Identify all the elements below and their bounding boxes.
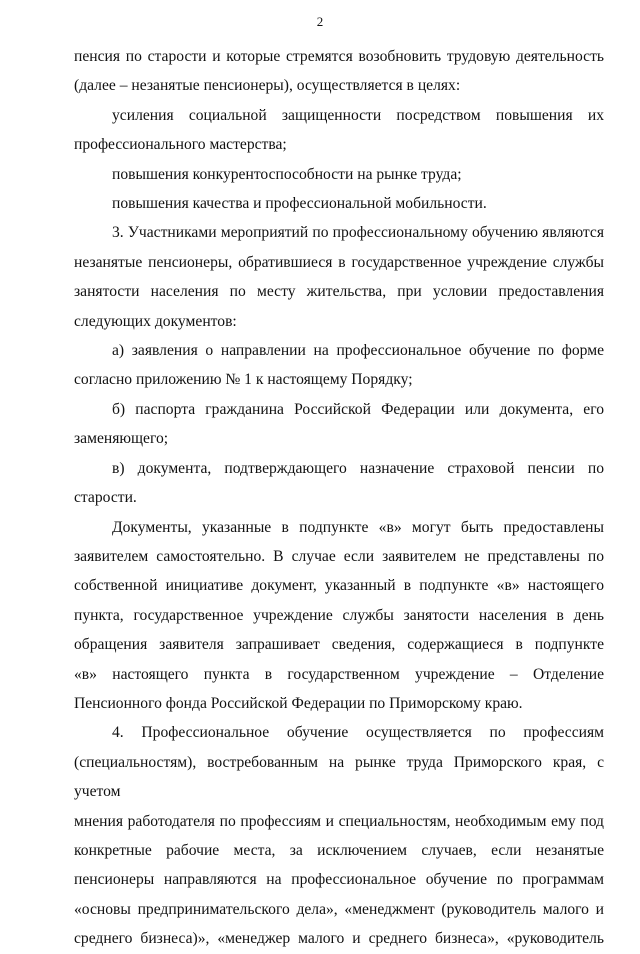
- text-line: профессионального мастерства;: [74, 136, 287, 154]
- text-line: незанятые пенсионеры, обратившиеся в государственное учреждение службы: [74, 253, 604, 271]
- text-line: конкретные рабочие места, за исключением случаев, если незанятые: [74, 841, 604, 859]
- text-line: пенсионеры направляются на профессиональное обучение по программам: [74, 871, 604, 889]
- text-line: занятости населения по месту жительства, при условии предоставления: [74, 283, 604, 301]
- text-line: Пенсионного фонда Российской Федерации по Приморскому краю.: [74, 694, 523, 712]
- text-line: следующих документов:: [74, 312, 237, 330]
- text-line: среднего бизнеса)», «менеджер малого и среднего бизнеса», «руководитель: [74, 930, 604, 948]
- text-line: собственной инициативе документ, указанный в подпункте «в» настоящего: [74, 577, 604, 595]
- text-line: старости.: [74, 489, 137, 507]
- text-line: повышения конкурентоспособности на рынке труда;: [112, 165, 462, 183]
- text-line: в) документа, подтверждающего назначение страховой пенсии по: [112, 459, 604, 477]
- text-line: б) паспорта гражданина Российской Федерации или документа, его: [112, 400, 604, 418]
- text-line: (специальностям), востребованным на рынке труда Приморского края, с учетом: [74, 753, 604, 801]
- text-line: «в» настоящего пункта в государственном учреждение – Отделение: [74, 665, 604, 683]
- text-line: пункта, государственное учреждение службы занятости населения в день: [74, 606, 604, 624]
- text-line: Документы, указанные в подпункте «в» могут быть предоставлены: [112, 518, 604, 536]
- text-line: усиления социальной защищенности посредством повышения их: [112, 106, 604, 124]
- page-number: 2: [316, 14, 324, 29]
- text-line: повышения качества и профессиональной мобильности.: [112, 195, 487, 213]
- text-line: обращения заявителя запрашивает сведения, содержащиеся в подпункте: [74, 636, 604, 654]
- text-line: 4. Профессиональное обучение осуществляется по профессиям: [112, 724, 604, 742]
- document-body: [74, 42, 604, 954]
- text-line: «основы предпринимательского дела», «менеджмент (руководитель малого и: [74, 900, 604, 918]
- text-line: а) заявления о направлении на профессиональное обучение по форме: [112, 342, 604, 360]
- text-line: согласно приложению № 1 к настоящему Порядку;: [74, 371, 413, 389]
- text-line: заявителем самостоятельно. В случае если заявителем не представлены по: [74, 547, 604, 565]
- text-line: мнения работодателя по профессиям и специальностям, необходимым ему под: [74, 812, 604, 830]
- text-line: 3. Участниками мероприятий по профессиональному обучению являются: [112, 224, 604, 242]
- text-line: (далее – незанятые пенсионеры), осуществляется в целях:: [74, 77, 461, 95]
- text-line: пенсия по старости и которые стремятся возобновить трудовую деятельность: [74, 48, 604, 65]
- text-line: заменяющего;: [74, 430, 169, 448]
